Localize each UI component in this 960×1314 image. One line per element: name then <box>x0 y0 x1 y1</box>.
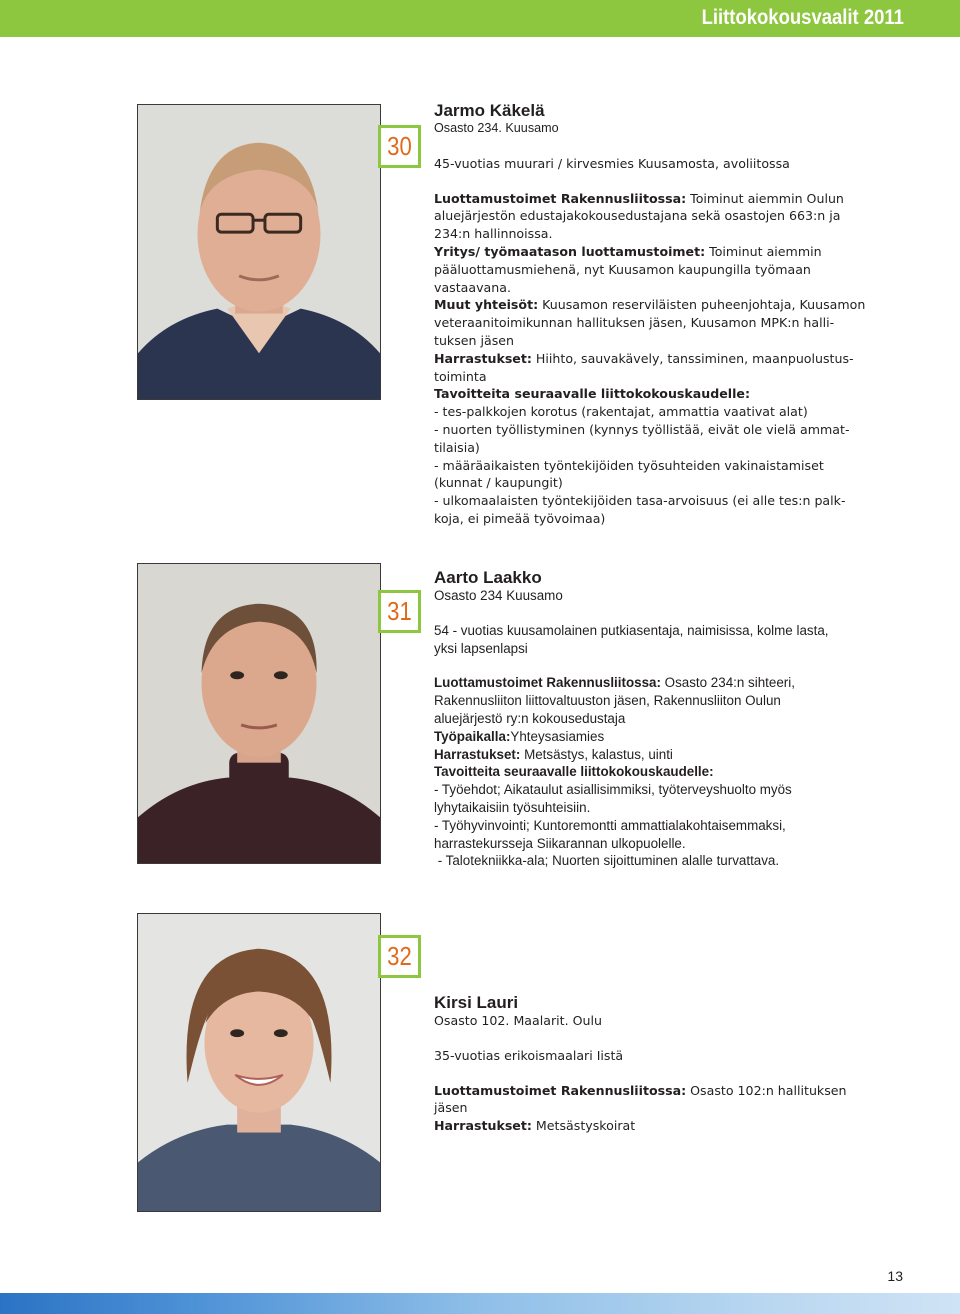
detail-label: Harrastukset: <box>434 746 521 762</box>
detail-label: Työpaikalla: <box>434 728 511 744</box>
detail-line <box>434 692 874 710</box>
detail-label: Tavoitteita seuraavalle liittokokouskaudelle: <box>434 764 714 780</box>
detail-text: Yhteysasiamies <box>510 728 605 744</box>
detail-text: - Työehdot; Aikataulut asiallisimmiksi, työterveyshuolto myös <box>434 782 792 798</box>
detail-line <box>434 674 874 692</box>
detail-line <box>434 439 874 457</box>
candidate-details <box>434 190 874 528</box>
detail-line <box>434 1099 874 1117</box>
candidate-intro: 35-vuotias erikoismaalari Iistä <box>434 1047 624 1063</box>
detail-text: tuksen jäsen <box>434 332 515 348</box>
detail-label: Yritys/ työmaatason luottamustoimet: <box>434 243 706 259</box>
detail-line <box>434 746 874 764</box>
candidate-intro-line: yksi lapsenlapsi <box>434 640 528 656</box>
detail-line <box>434 190 874 208</box>
detail-line <box>434 350 874 368</box>
candidate-number-badge <box>378 125 421 168</box>
detail-text: vastaavana. <box>434 279 511 295</box>
detail-text: lyhytaikaisiin työsuhteisiin. <box>434 799 591 815</box>
detail-text: Toiminut aiemmin Oulun <box>686 190 844 206</box>
detail-text: tilaisia) <box>434 439 480 455</box>
footer-bar <box>0 1293 960 1314</box>
detail-line <box>434 296 874 314</box>
detail-text: - tes-palkkojen korotus (rakentajat, ammattia vaativat alat) <box>434 404 808 420</box>
detail-line <box>434 368 874 386</box>
header-title: Liittokokousvaalit 2011 <box>701 6 904 29</box>
detail-line <box>434 385 874 403</box>
detail-text: Hiihto, sauvakävely, tanssiminen, maanpuolustus- <box>531 350 854 366</box>
candidate-photo <box>137 913 381 1212</box>
detail-label: Harrastukset: <box>434 1118 532 1134</box>
detail-line <box>434 852 874 870</box>
detail-label: Harrastukset: <box>434 350 532 366</box>
candidate-number-badge <box>378 935 421 978</box>
detail-line <box>434 421 874 439</box>
detail-line <box>434 207 874 225</box>
candidate-block <box>434 993 874 1135</box>
detail-line <box>434 1117 874 1135</box>
candidate-number-badge <box>378 590 421 633</box>
candidate-name: Aarto Laakko <box>434 568 542 587</box>
candidate-branch: Osasto 234. Kuusamo <box>434 121 559 135</box>
detail-line <box>434 763 874 781</box>
detail-text: aluejärjestö ry:n kokousedustaja <box>434 710 626 726</box>
detail-line <box>434 279 874 297</box>
candidate-photo <box>137 104 381 400</box>
detail-line <box>434 314 874 332</box>
detail-text: Metsästyskoirat <box>531 1118 636 1134</box>
detail-text: Osasto 102:n hallituksen <box>686 1082 847 1098</box>
detail-text: - nuorten työllistyminen (kynnys työllistää, eivät ole vielä ammat- <box>434 421 850 437</box>
detail-line <box>434 835 874 853</box>
detail-line <box>434 1082 874 1100</box>
candidate-photo <box>137 563 381 864</box>
detail-line <box>434 728 874 746</box>
detail-text: - määräaikaisten työntekijöiden työsuhteiden vakinaistamiset <box>434 457 824 473</box>
detail-text: aluejärjestön edustajakokousedustajana sekä osastojen 663:n ja <box>434 208 841 224</box>
detail-text: - Työhyvinvointi; Kuntoremontti ammattialakohtaisemmaksi, <box>434 817 786 833</box>
detail-text: jäsen <box>434 1100 468 1116</box>
portrait-man-turtleneck-icon <box>138 564 380 863</box>
detail-line <box>434 457 874 475</box>
detail-text: harrastekursseja Siikarannan ulkopuolelle. <box>434 835 686 851</box>
candidate-number: 32 <box>387 941 412 971</box>
detail-text: Rakennusliiton liittovaltuuston jäsen, Rakennusliiton Oulun <box>434 693 781 709</box>
detail-line <box>434 403 874 421</box>
candidate-block <box>434 568 874 870</box>
detail-label: Luottamustoimet Rakennusliitossa: <box>434 1082 687 1098</box>
detail-text: Osasto 234:n sihteeri, <box>660 675 795 691</box>
detail-line <box>434 710 874 728</box>
detail-text: koja, ei pimeää työvoimaa) <box>434 510 606 526</box>
detail-line <box>434 261 874 279</box>
header-bar <box>0 0 960 37</box>
candidate-intro-line: 54 - vuotias kuusamolainen putkiasentaja, naimisissa, kolme lasta, <box>434 622 829 638</box>
portrait-man-glasses-icon <box>138 105 380 399</box>
candidate-name: Kirsi Lauri <box>434 993 519 1012</box>
candidate-intro: 45-vuotias muurari / kirvesmies Kuusamosta, avoliitossa <box>434 155 790 171</box>
candidate-branch: Osasto 102. Maalarit. Oulu <box>434 1013 602 1028</box>
detail-text: toiminta <box>434 368 487 384</box>
detail-line <box>434 225 874 243</box>
detail-label: Luottamustoimet Rakennusliitossa: <box>434 675 661 691</box>
detail-line <box>434 492 874 510</box>
detail-text: Toiminut aiemmin <box>705 243 822 259</box>
detail-line <box>434 781 874 799</box>
detail-text: Metsästys, kalastus, uinti <box>520 746 673 762</box>
detail-line <box>434 799 874 817</box>
detail-line <box>434 474 874 492</box>
page-number: 13 <box>887 1268 903 1284</box>
detail-line <box>434 510 874 528</box>
candidate-details <box>434 674 874 870</box>
detail-text: 234:n hallinnoissa. <box>434 226 553 242</box>
detail-line <box>434 332 874 350</box>
candidate-number: 31 <box>387 596 412 626</box>
candidate-details <box>434 1082 874 1135</box>
portrait-woman-icon <box>138 914 380 1211</box>
detail-text: veteraanitoimikunnan hallituksen jäsen, Kuusamon MPK:n halli- <box>434 315 835 331</box>
detail-text: pääluottamusmiehenä, nyt Kuusamon kaupungilla työmaan <box>434 261 811 277</box>
detail-label: Tavoitteita seuraavalle liittokokouskaudelle: <box>434 386 751 402</box>
candidate-branch: Osasto 234 Kuusamo <box>434 588 563 603</box>
detail-text: - ulkomaalaisten työntekijöiden tasa-arvoisuus (ei alle tes:n palk- <box>434 493 846 509</box>
candidate-number: 30 <box>387 131 412 161</box>
detail-label: Muut yhteisöt: <box>434 297 539 313</box>
detail-text: (kunnat / kaupungit) <box>434 475 563 491</box>
detail-label: Luottamustoimet Rakennusliitossa: <box>434 190 687 206</box>
candidate-name: Jarmo Käkelä <box>434 101 545 120</box>
candidate-block <box>434 101 874 528</box>
detail-text: Kuusamon reserviläisten puheenjohtaja, Kuusamon <box>538 297 866 313</box>
detail-line <box>434 817 874 835</box>
detail-line <box>434 243 874 261</box>
detail-text: - Talotekniikka-ala; Nuorten sijoittuminen alalle turvattava. <box>434 853 780 869</box>
